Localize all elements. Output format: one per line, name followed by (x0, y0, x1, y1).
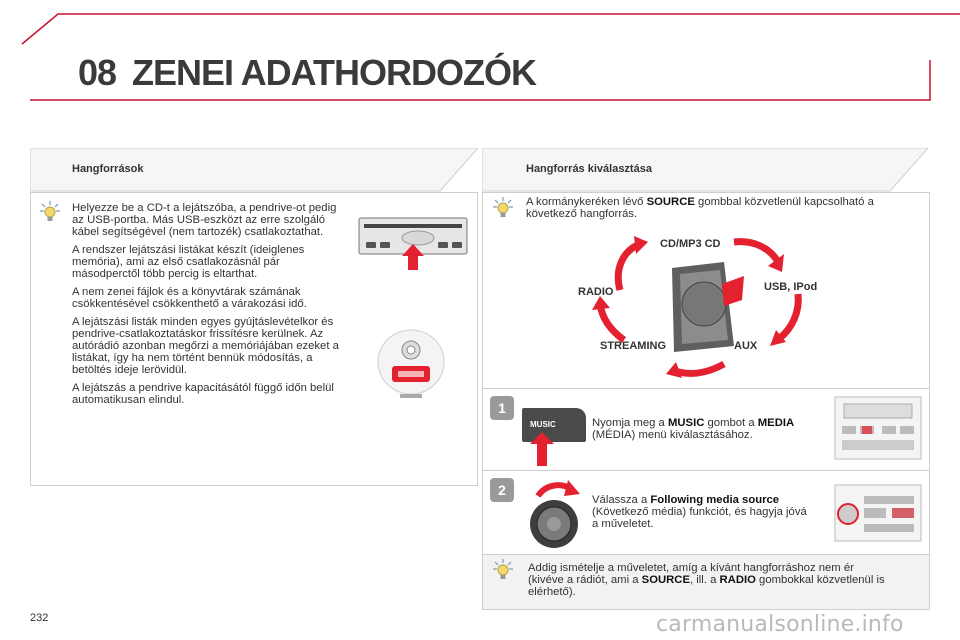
right-heading: Hangforrás kiválasztása (526, 163, 652, 175)
paragraph-2: A rendszer lejátszási listákat készít (ideiglenes memória), ami az első csatlakozásnál pár másodperctől több percig is eltarthat. (72, 244, 305, 280)
cd-player-illustration (358, 216, 468, 272)
lightbulb-icon (490, 196, 516, 222)
source-aux: AUX (734, 340, 758, 352)
lightbulb-icon (490, 558, 516, 584)
paragraph-3: A nem zenei fájlok és a könyvtárak számának csökkentésével csökkenthető a várakozási idő. (72, 286, 307, 310)
watermark: carmanualsonline.info (656, 612, 904, 637)
step1-text: Nyomja meg a MUSIC gombot a MEDIA (MÉDIA) menü kiválasztásához. (592, 417, 795, 441)
page-number: 232 (30, 612, 49, 624)
music-button-label: MUSIC (530, 420, 556, 429)
source-radio: RADIO (578, 286, 614, 298)
left-heading: Hangforrások (72, 163, 144, 175)
right-intro: A kormánykeréken lévő SOURCE gombbal közvetlenül kapcsolható a következő hangforrás. (526, 196, 874, 220)
up-arrow-icon (530, 432, 554, 466)
source-usb: USB, IPod (764, 281, 818, 293)
lightbulb-icon (37, 200, 63, 226)
radio-panel-illustration-2 (834, 484, 922, 542)
step-number-1: 1 (490, 396, 514, 420)
source-cycle-diagram (584, 228, 834, 388)
footer-note-text: Addig ismételje a műveletet, amíg a kívánt hangforráshoz nem ér (kivéve a rádiót, ami a SOURCE, ill. a RADIO gombokkal közvetlenül is elérhető). (528, 562, 885, 598)
rotary-knob-illustration (524, 474, 582, 550)
radio-panel-illustration-1 (834, 396, 922, 460)
source-streaming: STREAMING (600, 340, 666, 352)
chapter-title: ZENEI ADATHORDOZÓK (132, 52, 536, 93)
step2-text: Válassza a Following media source (Következő média) funkciót, és hagyja jóvá a műveletet. (592, 494, 807, 530)
source-cd: CD/MP3 CD (660, 238, 721, 250)
left-text (72, 202, 344, 412)
paragraph-4: A lejátszási listák minden egyes gyújtáslevételkor és pendrive-csatlakoztatáskor frissítésre kerülnek. Az autórádió azonban megőrzi a memóriájában ezeket a listákat, így ha nem történt bennük módosítás, a betöltés ideje lerövidül. (72, 316, 339, 376)
usb-port-illustration (376, 328, 446, 406)
chapter-number: 08 (78, 52, 117, 93)
paragraph-5: A lejátszás a pendrive kapacitásától függő időn belül automatikusan elindul. (72, 382, 334, 406)
step-number-2: 2 (490, 478, 514, 502)
paragraph-1: Helyezze be a CD-t a lejátszóba, a pendrive-ot pedig az USB-portba. Más USB-eszközt az erre szolgáló kábel segítségével (nem tartozék) csatlakoztathat. (72, 202, 337, 238)
